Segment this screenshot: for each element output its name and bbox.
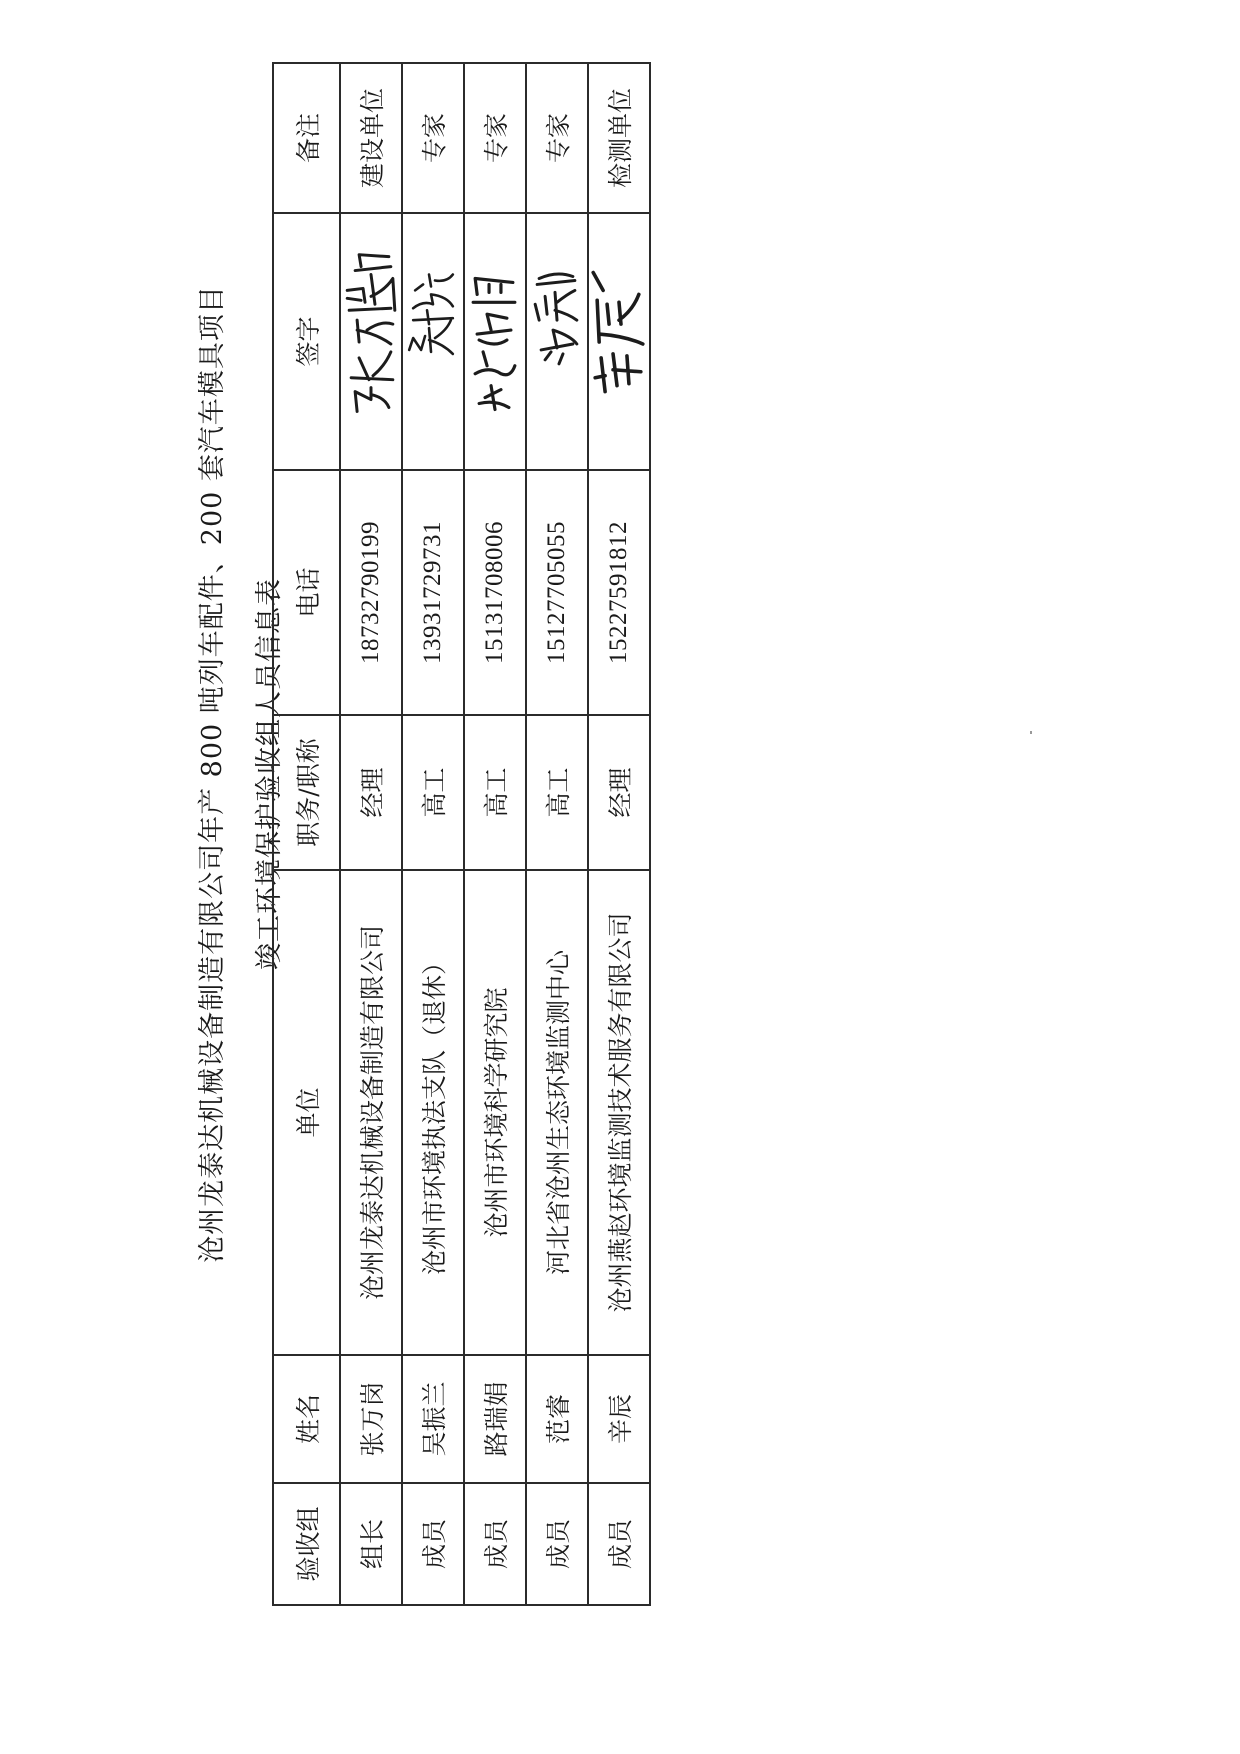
table-row [588, 63, 650, 1605]
handwritten-signature-image [403, 214, 463, 469]
handwritten-signature-image [527, 214, 587, 469]
cell-name: 张万岗 [340, 1355, 402, 1483]
cell-group: 成员 [526, 1483, 588, 1605]
scan-speck [1030, 731, 1032, 734]
signature-cell [402, 213, 464, 470]
cell-title: 高工 [526, 715, 588, 870]
cell-unit: 沧州市环境执法支队（退休） [402, 870, 464, 1355]
cell-name: 辛辰 [588, 1355, 650, 1483]
cell-phone: 18732790199 [340, 470, 402, 715]
table-row [526, 63, 588, 1605]
signature-cell [464, 213, 526, 470]
cell-title: 经理 [340, 715, 402, 870]
header-unit: 单位 [273, 870, 340, 1355]
cell-remark: 专家 [464, 63, 526, 213]
cell-phone: 15127705055 [526, 470, 588, 715]
cell-unit: 沧州龙泰达机械设备制造有限公司 [340, 870, 402, 1355]
header-signature: 签字 [273, 213, 340, 470]
acceptance-team-table [272, 62, 651, 1606]
cell-remark: 检测单位 [588, 63, 650, 213]
cell-title: 经理 [588, 715, 650, 870]
handwritten-signature-image [589, 214, 649, 469]
header-group: 验收组 [273, 1483, 340, 1605]
table-row [402, 63, 464, 1605]
cell-group: 成员 [464, 1483, 526, 1605]
header-name: 姓名 [273, 1355, 340, 1483]
cell-remark: 专家 [402, 63, 464, 213]
cell-group: 成员 [402, 1483, 464, 1605]
header-remark: 备注 [273, 63, 340, 213]
table-row [340, 63, 402, 1605]
cell-group: 成员 [588, 1483, 650, 1605]
document-subtitle: 竣工环境保护验收组人员信息表 [254, 578, 285, 970]
signature-cell [526, 213, 588, 470]
cell-phone: 15131708006 [464, 470, 526, 715]
cell-unit: 沧州燕赵环境监测技术服务有限公司 [588, 870, 650, 1355]
cell-group: 组长 [340, 1483, 402, 1605]
cell-name: 路瑞娟 [464, 1355, 526, 1483]
cell-name: 范睿 [526, 1355, 588, 1483]
cell-phone: 13931729731 [402, 470, 464, 715]
cell-name: 吴振兰 [402, 1355, 464, 1483]
signature-cell [588, 213, 650, 470]
header-title: 职务/职称 [273, 715, 340, 870]
table-row [464, 63, 526, 1605]
header-phone: 电话 [273, 470, 340, 715]
cell-remark: 建设单位 [340, 63, 402, 213]
signature-cell [340, 213, 402, 470]
document-title: 沧州龙泰达机械设备制造有限公司年产 800 吨列车配件、200 套汽车模具项目 [197, 285, 228, 1263]
cell-title: 高工 [464, 715, 526, 870]
cell-unit: 河北省沧州生态环境监测中心 [526, 870, 588, 1355]
handwritten-signature-image [465, 214, 525, 469]
cell-unit: 沧州市环境科学研究院 [464, 870, 526, 1355]
cell-phone: 15227591812 [588, 470, 650, 715]
cell-remark: 专家 [526, 63, 588, 213]
cell-title: 高工 [402, 715, 464, 870]
table-header-row [273, 63, 340, 1605]
handwritten-signature-image [341, 214, 401, 469]
